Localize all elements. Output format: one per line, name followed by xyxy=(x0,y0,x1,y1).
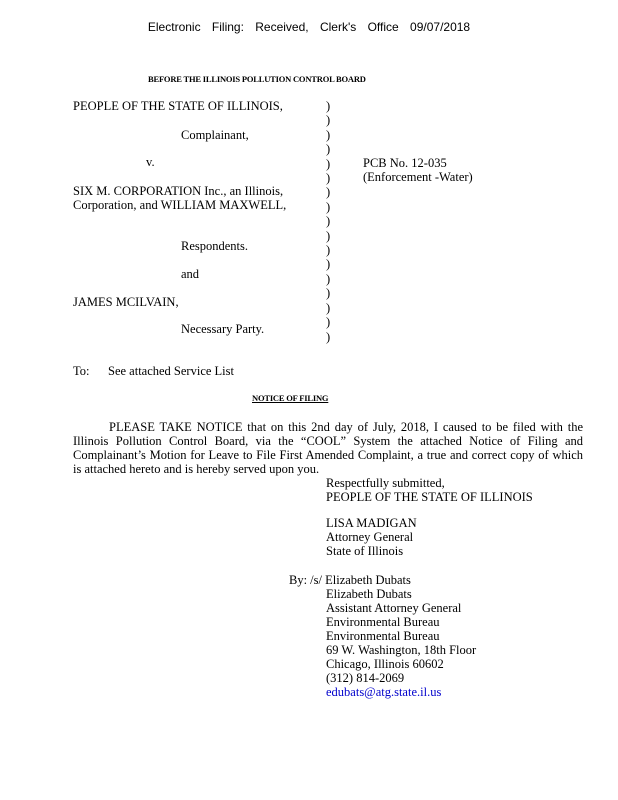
paren: ) xyxy=(326,315,331,330)
paren: ) xyxy=(326,271,331,286)
paren: ) xyxy=(326,171,331,186)
caption-paren-column xyxy=(326,99,330,344)
address-line-2: Chicago, Illinois 60602 xyxy=(326,657,444,671)
paren: ) xyxy=(326,329,331,344)
to-label: To: xyxy=(73,364,90,378)
notice-title: NOTICE OF FILING xyxy=(252,393,329,403)
paren: ) xyxy=(326,228,331,243)
signer-bureau-1: Environmental Bureau xyxy=(326,615,440,629)
case-type: (Enforcement -Water) xyxy=(363,170,473,184)
address-line-1: 69 W. Washington, 18th Floor xyxy=(326,643,477,657)
paren: ) xyxy=(326,300,331,315)
complainant-label: Complainant, xyxy=(181,128,249,142)
paren: ) xyxy=(326,99,331,113)
and-label: and xyxy=(181,267,200,281)
signer-name: Elizabeth Dubats xyxy=(326,587,412,601)
paren: ) xyxy=(326,243,331,258)
paren: ) xyxy=(326,142,331,157)
closing: Respectfully submitted, xyxy=(326,476,445,490)
paren: ) xyxy=(326,185,331,200)
necessary-party-label: Necessary Party. xyxy=(181,322,265,336)
paren: ) xyxy=(326,113,331,128)
case-number: PCB No. 12-035 xyxy=(363,156,447,170)
paren: ) xyxy=(326,127,331,142)
respondents-label: Respondents. xyxy=(181,239,249,253)
phone-number: (312) 814-2069 xyxy=(326,671,405,685)
board-heading: BEFORE THE ILLINOIS POLLUTION CONTROL BOARD xyxy=(148,74,366,84)
defendant-line-1: SIX M. CORPORATION Inc., an Illinois, xyxy=(73,184,284,198)
signer-bureau-2: Environmental Bureau xyxy=(326,629,440,643)
email-link[interactable]: edubats@atg.state.il.us xyxy=(326,685,442,699)
plaintiff-name: PEOPLE OF THE STATE OF ILLINOIS, xyxy=(73,99,283,113)
signer-title: Assistant Attorney General xyxy=(326,601,462,615)
to-value: See attached Service List xyxy=(108,364,234,378)
notice-body xyxy=(73,420,583,476)
paren: ) xyxy=(326,257,331,272)
versus-label: v. xyxy=(146,155,155,169)
signature-by-line: By: /s/ Elizabeth Dubats xyxy=(289,573,411,587)
attorney-general-title: Attorney General xyxy=(326,530,414,544)
paren: ) xyxy=(326,156,331,171)
notice-body-text: PLEASE TAKE NOTICE that on this 2nd day of July, 2018, I caused to be filed with the Illinois Pollution Control Board, via the “COOL” System the attached Notice of Filing and Complainant’s Motion for Leave to File First Amended Complaint, a true and correct copy of which is attached hereto and is hereby served upon you. xyxy=(73,420,583,476)
defendant-line-2: Corporation, and WILLIAM MAXWELL, xyxy=(73,198,287,212)
party-name: PEOPLE OF THE STATE OF ILLINOIS xyxy=(326,490,533,504)
filing-stamp-header: Electronic Filing: Received, Clerk's Office 09/07/2018 xyxy=(147,20,471,34)
attorney-general-state: State of Illinois xyxy=(326,544,404,558)
attorney-general-name: LISA MADIGAN xyxy=(326,516,417,530)
paren: ) xyxy=(326,286,331,301)
paren: ) xyxy=(326,199,331,214)
paren: ) xyxy=(326,214,331,229)
necessary-party-name: JAMES MCILVAIN, xyxy=(73,295,179,309)
